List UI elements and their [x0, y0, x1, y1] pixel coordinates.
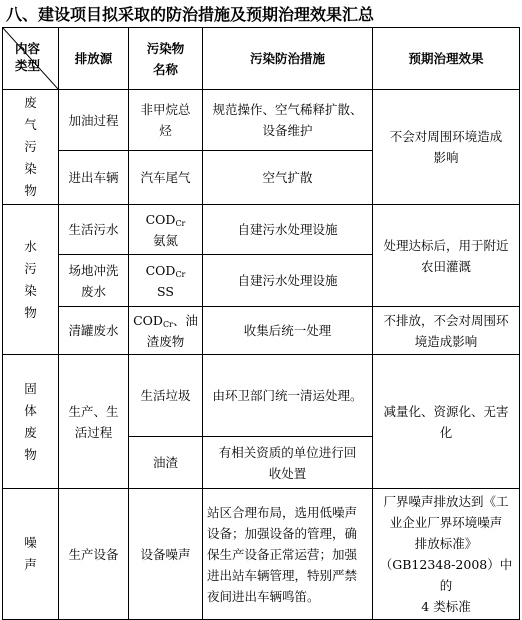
source-cell: 生活污水	[59, 205, 129, 255]
pollutant-cell: $COD_{Cr}$、油 渣废物	[129, 307, 203, 355]
header-pollutant: 污染物 名称	[129, 28, 203, 90]
pollutant-cell: 生活垃圾	[129, 355, 203, 437]
type-cell-noise: 噪 声	[3, 489, 59, 620]
header-type-diagonal-cell	[3, 28, 59, 90]
source-cell: 生产设备	[59, 489, 129, 620]
table-row	[3, 307, 520, 355]
measure-cell: 有相关资质的单位进行回 收处置	[203, 437, 373, 489]
type-cell-gas: 废 气 污 染 物	[3, 90, 59, 205]
pollutant-cell: $COD_{Cr}$ 氨氮	[129, 205, 203, 255]
pollutant-cell: $COD_{Cr}$ SS	[129, 255, 203, 307]
effect-cell: 处理达标后，用于附近 农田灌溉	[373, 205, 520, 307]
source-cell: 场地冲洗 废水	[59, 255, 129, 307]
type-cell-solid: 固 体 废 物	[3, 355, 59, 489]
table-row	[3, 355, 520, 437]
measure-cell: 自建污水处理设施	[203, 205, 373, 255]
effect-cell: 厂界噪声排放达到《工 业企业厂界环境噪声 排放标准》 （GB12348-2008）中的 4 类标准	[373, 489, 520, 620]
effect-cell: 不会对周围环境造成 影响	[373, 90, 520, 205]
measure-cell: 空气扩散	[203, 151, 373, 205]
source-cell: 进出车辆	[59, 151, 129, 205]
header-source: 排放源	[59, 28, 129, 90]
header-measure: 污染防治措施	[203, 28, 373, 90]
source-cell: 清罐废水	[59, 307, 129, 355]
pollutant-cell: 设备噪声	[129, 489, 203, 620]
source-cell: 生产、生 活过程	[59, 355, 129, 489]
pollutant-cell: 汽车尾气	[129, 151, 203, 205]
source-cell: 加油过程	[59, 90, 129, 151]
measure-cell: 收集后统一处理	[203, 307, 373, 355]
header-type-label: 内容 类型	[15, 41, 41, 73]
section-heading: 八、建设项目拟采取的防治措施及预期治理效果汇总	[6, 5, 375, 24]
effect-cell: 减量化、资源化、无害 化	[373, 355, 520, 489]
table-row	[3, 489, 520, 620]
header-effect: 预期治理效果	[373, 28, 520, 90]
header-row	[3, 28, 520, 90]
measure-cell: 规范操作、空气稀释扩散、 设备维护	[203, 90, 373, 151]
table-row	[3, 205, 520, 255]
pollutant-cell: 非甲烷总 烃	[129, 90, 203, 151]
effect-cell: 不排放，不会对周围环 境造成影响	[373, 307, 520, 355]
measure-cell: 由环卫部门统一清运处理。	[203, 355, 373, 437]
type-cell-water: 水 污 染 物	[3, 205, 59, 355]
measure-cell: 自建污水处理设施	[203, 255, 373, 307]
summary-table	[2, 27, 520, 620]
measure-cell: 站区合理布局，选用低噪声 设备；加强设备的管理，确 保生产设备正常运营；加强 进出站车辆管理，特别严禁 夜间进出车辆鸣笛。	[203, 489, 373, 620]
pollutant-cell: 油渣	[129, 437, 203, 489]
table-row	[3, 90, 520, 151]
